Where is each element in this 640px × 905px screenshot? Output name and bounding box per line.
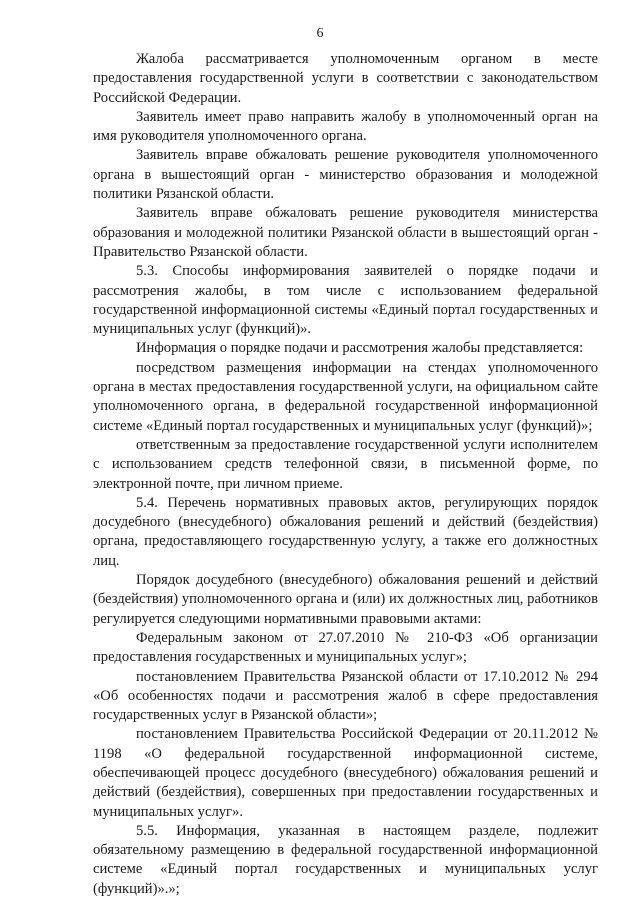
- paragraph-section-5-3: 5.3. Способы информирования заявителей о порядке подачи и рассмотрения жалобы, в том числе с использованием федеральной государственной информационной системы «Единый портал государственных и муниципальных услуг (функций)».: [93, 263, 598, 338]
- paragraph-info-responsible: ответственным за предоставление государственной услуги исполнителем с использованием средств телефонной связи, в письменной форме, по электронной почте, при личном приеме.: [93, 436, 598, 492]
- document-body: [93, 50, 598, 899]
- paragraph-federal-law: Федеральным законом от 27.07.2010 № 210-ФЗ «Об организации предоставления государственных и муниципальных услуг»;: [93, 629, 598, 666]
- paragraph-info-stands: посредством размещения информации на стендах уполномоченного органа в местах предоставления государственной услуги, на официальном сайте уполномоченного органа, в федеральной государственной информационной системе «Единый портал государственных и муниципальных услуг (функций)»;: [93, 359, 598, 434]
- paragraph-appeal-to-government: Заявитель вправе обжаловать решение руководителя министерства образования и молодежной политики Рязанской области в вышестоящий орган - Правительство Рязанской области.: [93, 205, 598, 260]
- page-number: 6: [316, 26, 324, 41]
- paragraph-section-5-5: 5.5. Информация, указанная в настоящем разделе, подлежит обязательному размещению в федеральной государственной информационной системе «Единый портал государственных и муниципальных услуг (функций)».»;: [93, 822, 598, 897]
- paragraph-rf-resolution: постановлением Правительства Российской Федерации от 20.11.2012 № 1198 «О федеральной государственной информационной системе, обеспечивающей процесс досудебного (внесудебного) обжалования решений и действий (бездействия), совершенных при предоставлении государственных и муниципальных услуг».: [93, 726, 598, 820]
- paragraph-right-to-complain: Заявитель имеет право направить жалобу в уполномоченный орган на имя руководителя уполномоченного органа.: [93, 108, 598, 145]
- paragraph-section-5-4: 5.4. Перечень нормативных правовых актов, регулирующих порядок досудебного (внесудебного) обжалования решений и действий (бездействия) органа, предоставляющего государственную услугу, а также его должностных лиц.: [93, 494, 598, 569]
- paragraph-info-provided: Информация о порядке подачи и рассмотрения жалобы представляется:: [136, 340, 584, 357]
- paragraph-complaint-review: Жалоба рассматривается уполномоченным органом в месте предоставления государственной услуги в соответствии с законодательством Российской Федерации.: [93, 51, 598, 106]
- paragraph-appeal-to-ministry: Заявитель вправе обжаловать решение руководителя уполномоченного органа в вышестоящий орган - министерство образования и молодежной политики Рязанской области.: [93, 147, 598, 203]
- paragraph-ryazan-resolution: постановлением Правительства Рязанской области от 17.10.2012 № 294 «Об особенностях подачи и рассмотрения жалоб в сфере предоставления государственных услуг в Рязанской области»;: [93, 668, 598, 724]
- paragraph-procedure-regulated: Порядок досудебного (внесудебного) обжалования решений и действий (бездействия) уполномоченного органа и (или) их должностных лиц, работников регулируется следующими нормативными правовыми актами:: [93, 572, 598, 627]
